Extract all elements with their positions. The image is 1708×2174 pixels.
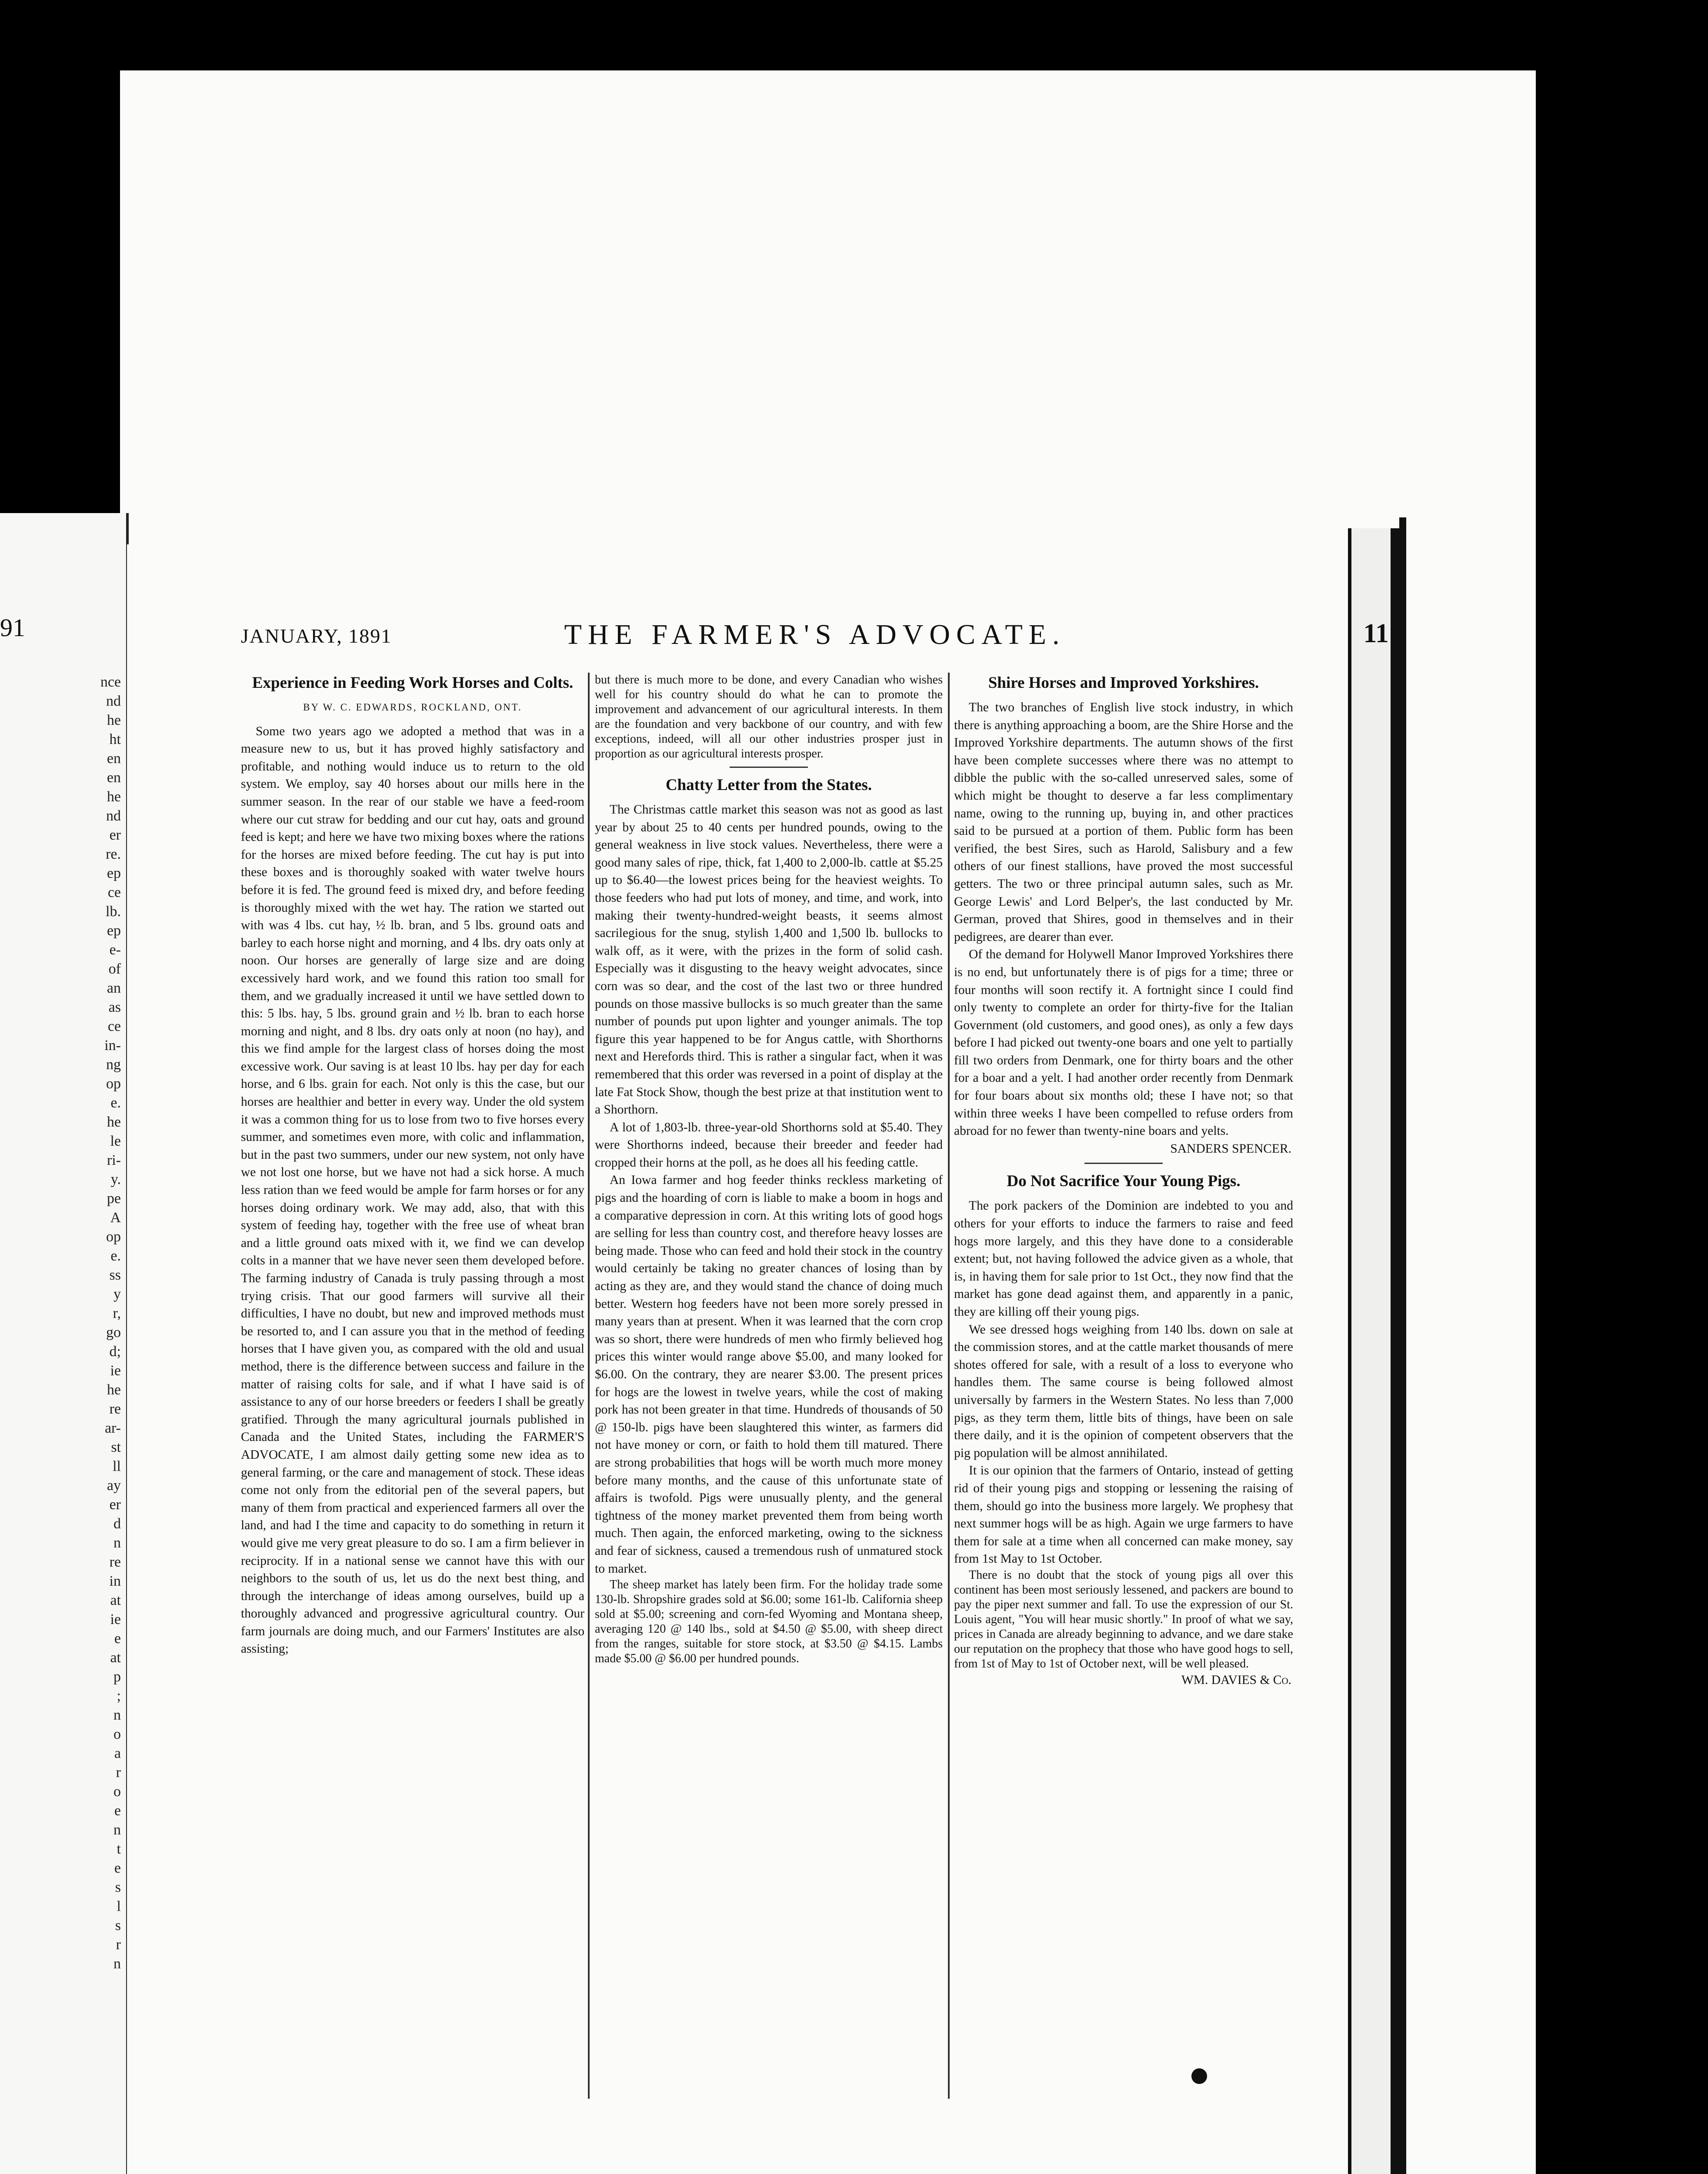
article-paragraph: A lot of 1,803-lb. three-year-old Shorthorns sold at $5.40. They were Shorthorns indeed, because their breeder and feeder had cropped their horns at the poll, as he does all his feeding cattle. (595, 1120, 943, 1170)
previous-page-fragment-text: y. (110, 1171, 121, 1187)
previous-page-fragment-text: op (106, 1229, 121, 1245)
column-rule (948, 673, 950, 2099)
article-paragraph: We see dressed hogs weighing from 140 lbs. down on sale at the commission stores, and at the cattle market thousands of mere shotes offered for sale, with a result of a loss to everyone who handles them. The same course is being followed almost universally by farmers in the Western States. No less than 7,000 pigs, as they term them, little bits of things, have been on sale there daily, and it is the opinion of competent observers that the pig population will be almost annihilated. (954, 1322, 1293, 1460)
previous-page-fragment-text: e. (110, 1095, 121, 1111)
article-paragraph: It is our opinion that the farmers of Ontario, instead of getting rid of their young pigs and stopping or lessening the raising of them, should go into the business more largely. We prophesy that next summer hogs will be as high. Again we urge farmers to have them for sale at a time when all concerned can make money, say from 1st May to 1st October. (954, 1464, 1293, 1566)
article-paragraph: Some two years ago we adopted a method that was in a measure new to us, but it has proved highly satisfactory and profitable, and nothing would induce us to return to the old system. We employ, say 40 horses about our mills here in the summer season. In the rear of our stable we have a feed-room where our cut straw for bedding and our cut hay, oats and ground feed is kept; and here we have two mixing boxes where the rations for the horses are mixed before feeding. The cut hay is put into these boxes and is thoroughly soaked with water twelve hours before it is fed. The ground feed is mixed dry, and before feeding is thoroughly mixed with the wet hay. The ration we started out with was 4 lbs. cut hay, ½ lb. bran, and 5 lbs. ground oats and barley to each horse night and morning, and 4 lbs. dry oats only at noon. Our horses are generally of large size and are doing excessively hard work, and we found this ration too small for them, and we gradually increased it until we have settled down to this: 5 lbs. hay, 5 lbs. ground grain and ½ lb. bran to each horse morning and night, and 8 lbs. dry oats only at noon (no hay), and this we find ample for the largest class of horses doing the most excessive work. Our saving is at least 10 lbs. hay per day for each horse, and 6 lbs. grain for each. Not only is this the case, but our horses are healthier and better in every way. Under the old system it was a common thing for us to lose from two to five horses every summer, and sometimes even more, with colic and inflammation, but in the past two summers, under our new system, not only have we not lost one horse, but we have not had a sick horse. A much less ration than we feed would be ample for farm horses or for any horses doing ordinary work. We may add, also, that with this system of feeding hay, together with the free use of wheat bran and a little ground oats mixed with it, we find we can develop colts in a manner that we have never seen them developed before. The farming industry of Canada is truly passing through a most trying crisis. That our good farmers will survive all their difficulties, I have no doubt, but new and improved methods must be resorted to, and I can assure you that in the method of feeding horses that I have given you, as compared with the old and usual method, there is the difference between success and failure in the matter of raising colts for sale, and if what I have said is of assistance to any of our horse breeders or feeders I shall be greatly gratified. Through the many agricultural journals published in Canada and the United States, including the FARMER'S ADVOCATE, I am almost daily getting some new idea as to general farming, or the care and management of stock. These ideas come not only from the editorial pen of the several papers, but many of them from practical and experienced farmers all over the land, and had I the time and capacity to do something in return it would give me very great pleasure to do so. I am a firm believer in reciprocity. If in a national sense we cannot have this with our neighbors to the south of us, let us do the next best thing, and through the interchange of ideas among ourselves, build up a thoroughly advanced and progressive agricultural country. Our farm journals are doing much, and our Farmers' Institutes are also assisting; (241, 724, 584, 1656)
previous-page-fragment-text: ce (107, 1018, 121, 1034)
previous-page-fragment-text: at (110, 1592, 121, 1608)
previous-page-fragment-text: r (116, 1937, 121, 1953)
previous-page-fragment-text: ll (113, 1458, 121, 1474)
previous-page-fragment-text: ri- (107, 1152, 121, 1168)
previous-page-fragment-text: ie (110, 1611, 121, 1627)
article-paragraph: The sheep market has lately been firm. For the holiday trade some 130-lb. Shropshire grades sold at $6.00; some 161-lb. California sheep sold at $5.00; screening and corn-fed Wyoming and Montana sheep, averaging 120 @ 140 lbs., sold at $4.50 @ $5.00, with sheep direct from the ranges, suitable for store stock, at $3.50 @ $4.15. Lambs made $5.00 @ $6.00 per hundred pounds. (595, 1578, 943, 1666)
article-signature: SANDERS SPENCER. (1170, 1141, 1291, 1156)
previous-page-fragment-text: r (116, 1764, 121, 1781)
header-date: JANUARY, 1891 (241, 625, 392, 647)
newspaper-page (127, 544, 1389, 2174)
previous-page-fragment-text: e- (109, 942, 121, 958)
previous-page-fragment-text: n (113, 1956, 121, 1972)
previous-page-fragment-text: of (108, 961, 121, 977)
previous-page-fragment-text: re (109, 1554, 121, 1570)
article-paragraph: The Christmas cattle market this season was not as good as last year by about 25 to 40 cents per hundred pounds, owing to the general weakness in live stock values. Nevertheless, there were a good many sales of ripe, thick, fat 1,400 to 2,000-lb. cattle at $5.25 up to $6.40—the lowest prices being for the heaviest weights. To those feeders who had put lots of money, and time, and work, into making their twenty-hundred-weight beasts, it seems almost sacrilegious for the snug, stylish 1,400 and 1,500 lb. bullocks to walk off, as it were, with the prizes in the form of solid cash. Especially was it disgusting to the heavy weight advocates, since corn was so dear, and the cost of the last two or three hundred pounds on those massive bullocks is so much greater than the same number of pounds put upon lighter and younger animals. The top figure this year happened to be for Angus cattle, with Shorthorns next and Herefords third. This is rather a singular fact, when it was remembered that this order was reversed in a point of display at the late Fat Stock Show, though the best prize at that institution went to a Shorthorn. (595, 803, 943, 1117)
previous-page-fragment-text: in- (104, 1037, 121, 1054)
previous-page-fragment-text: er (109, 827, 121, 843)
previous-page-fragment-text: er (109, 1497, 121, 1513)
book-binding-edge (1399, 517, 1406, 2174)
previous-page-fragment-text: ep (107, 865, 121, 881)
column-3 (954, 673, 1293, 2103)
article-signature: WM. DAVIES & Co. (1181, 1673, 1291, 1687)
previous-page-fragment-text: ep (107, 923, 121, 939)
previous-page-fragment-text: e. (110, 1248, 121, 1264)
article-paragraph: An Iowa farmer and hog feeder thinks reckless marketing of pigs and the hoarding of corn is liable to make a boom in hogs and a comparative depression in corn. At this writing lots of good hogs are selling for less than country cost, and therefore heavy losses are being made. Those who can feed and hold their stock in the country would certainly be taking no greater chances of losing than by acting as they are, and they would stand the chance of doing much better. Western hog feeders have not been more sorely pressed in many years than at present. When it was learned that the corn crop was so short, there were hundreds of men who firmly believed hog prices this winter would range above $5.00, and many looked for $6.00. On the contrary, they are nearer $3.00. The present prices for hogs are the lowest in twelve years, while the cost of making pork has not been greater in that time. Hundreds of thousands of 50 @ 150-lb. pigs have been slaughtered this winter, as farmers did not have money or corn, or faith to hold them till matured. There are strong probabilities that hogs will be worth much more money before many months, and the cause of this unfortunate state of affairs is twofold. Pigs were unusually plenty, and the general tightness of the money market prevented them from being worth much. Then again, the enforced marketing, owing to the sickness and fear of sickness, caused a tremendous rush of unmatured stock to market. (595, 1173, 943, 1576)
article-title: Do Not Sacrifice Your Young Pigs. (1007, 1172, 1241, 1190)
previous-page-fragment-text: s (115, 1917, 121, 1934)
article-continuation: but there is much more to be done, and every Canadian who wishes well for his country should do what he can to promote the improvement and advancement of our agricultural interests. In them are the foundation and very backbone of our country, and with few exceptions, indeed, will all our other industries prosper just in proportion as our agricultural interests prosper. (595, 673, 943, 760)
previous-page-fragment-text: nce (100, 674, 121, 690)
previous-page-fragment-text: as (108, 999, 121, 1015)
previous-page-fragment-text: ht (109, 731, 121, 747)
previous-page-fragment-text: A (110, 1210, 121, 1226)
column-1 (241, 673, 584, 2103)
previous-page-fragment-text: pe (107, 1190, 121, 1207)
previous-page-fragment-text: an (107, 980, 121, 996)
previous-page-fragment-text: e (114, 1630, 121, 1647)
previous-page-number: 91 (0, 614, 25, 642)
previous-page-fragment-text: op (106, 1076, 121, 1092)
previous-page-fragment-text: ss (109, 1267, 121, 1283)
book-right-edge (1348, 528, 1401, 2174)
previous-page-fragment-text: l (117, 1898, 121, 1914)
previous-page-fragment-text: n (113, 1822, 121, 1838)
article-title: Shire Horses and Improved Yorkshires. (988, 674, 1259, 692)
previous-page-fragment-text: ie (110, 1363, 121, 1379)
previous-page-fragment-text: he (107, 712, 121, 728)
previous-page-fragment-text: en (107, 770, 121, 786)
previous-page-fragment-text: st (111, 1439, 121, 1455)
previous-page-fragment-text: r, (113, 1305, 121, 1321)
previous-page-fragment-text: d (113, 1516, 121, 1532)
article-title: Chatty Letter from the States. (665, 776, 872, 794)
previous-page-fragment-text: e (114, 1803, 121, 1819)
previous-page-fragment-text: y (113, 1286, 121, 1302)
previous-page-fragment-text: s (115, 1879, 121, 1895)
article-paragraph: There is no doubt that the stock of young pigs all over this continent has been most seriously lessened, and packers are bound to pay the piper next summer and fall. To use the expression of our St. Louis agent, "You will hear music shortly." In proof of what we say, prices in Canada are already beginning to advance, and we dare stake our reputation on the prophecy that those who have good hogs to sell, from 1st of May to 1st of October next, will be well pleased. (954, 1568, 1293, 1671)
previous-page-fragment-text: ; (117, 1688, 121, 1704)
section-divider (730, 767, 808, 768)
article-paragraph: The two branches of English live stock industry, in which there is anything approaching a boom, are the Shire Horse and the Improved Yorkshire departments. The autumn shows of the first have been complete successes where there was no attempt to dibble the public with the so-called unreserved sales, some of which might be thought to deserve a far less complimentary name, owing to the running up, buying in, and other practices said to be pursued at a portion of them. Public form has been verified, the best Sires, such as Harold, Salisbury and a few others of our finest stallions, have proved the most successful getters. The two or three principal autumn sales, such as Mr. George Lewis' and Lord Belper's, the last conducted by Mr. German, proved that Shires, good in themselves and in their pedigrees, are dearer than ever. (954, 700, 1293, 944)
previous-page-fragment-text: he (107, 789, 121, 805)
previous-page-fragment-text: in (109, 1573, 121, 1589)
article-title: Experience in Feeding Work Horses and Colts. (252, 674, 574, 692)
masthead-title: THE FARMER'S ADVOCATE. (564, 619, 1066, 650)
previous-page-fragment (0, 513, 129, 2174)
previous-page-fragment-text: en (107, 750, 121, 767)
article-byline: BY W. C. EDWARDS, ROCKLAND, ONT. (303, 702, 522, 713)
article-paragraph: The pork packers of the Dominion are indebted to you and others for your efforts to induce the farmers to raise and feed hogs more largely, and this they have done to a considerable extent; but, not having followed the advice given as a whole, that is, in having them for sale prior to 1st Oct., they now find that the market has gone dead against them, and apparently in a panic, they are killing off their young pigs. (954, 1199, 1293, 1319)
previous-page-fragment-text: n (113, 1535, 121, 1551)
previous-page-fragment-text: d; (109, 1344, 121, 1360)
previous-page-fragment-text: ng (106, 1057, 121, 1073)
running-header (241, 618, 1389, 653)
previous-page-fragment-text: n (113, 1707, 121, 1723)
previous-page-fragment-text: a (114, 1745, 121, 1761)
previous-page-fragment-text: he (107, 1382, 121, 1398)
section-divider (1084, 1163, 1163, 1164)
previous-page-fragment-text: ar- (104, 1420, 121, 1436)
column-rule (588, 673, 590, 2099)
previous-page-fragment-text: re (109, 1401, 121, 1417)
previous-page-fragment-text: o (113, 1784, 121, 1800)
previous-page-fragment-text: le (110, 1133, 121, 1149)
previous-page-fragment-text: e (114, 1860, 121, 1876)
previous-page-fragment-text: re. (106, 846, 121, 862)
previous-page-fragment-text: at (110, 1650, 121, 1666)
previous-page-fragment-text: lb. (106, 904, 121, 920)
previous-page-fragment-text: t (117, 1841, 121, 1857)
previous-page-fragment-text: ay (107, 1477, 121, 1494)
column-2 (595, 673, 943, 2103)
previous-page-fragment-text: p (113, 1669, 121, 1685)
previous-page-fragment-text: ce (107, 884, 121, 900)
previous-page-fragment-text: nd (106, 693, 121, 709)
page-number: 11 (1363, 619, 1389, 648)
previous-page-fragment-text: o (113, 1726, 121, 1742)
ink-blot (1191, 2068, 1207, 2084)
previous-page-fragment-text: nd (106, 808, 121, 824)
article-paragraph: Of the demand for Holywell Manor Improved Yorkshires there is no end, but unfortunately there is of pigs for a time; three or four months will soon rectify it. A fortnight since I could find only twenty to complete an order for thirty-five for the Italian Government (old customers, and good ones), as only a few days before I had picked out twenty-one boars and one yelt to partially fill two orders from Denmark, one for thirty boars and the other for a boar and a yelt. I had another order recently from Denmark for four boars about six months old; these I have not; so that within three weeks I have been compelled to refuse orders from abroad for no fewer than twenty-nine boars and yelts. (954, 947, 1293, 1138)
previous-page-fragment-text: he (107, 1114, 121, 1130)
previous-page-fragment-text: go (106, 1324, 121, 1340)
